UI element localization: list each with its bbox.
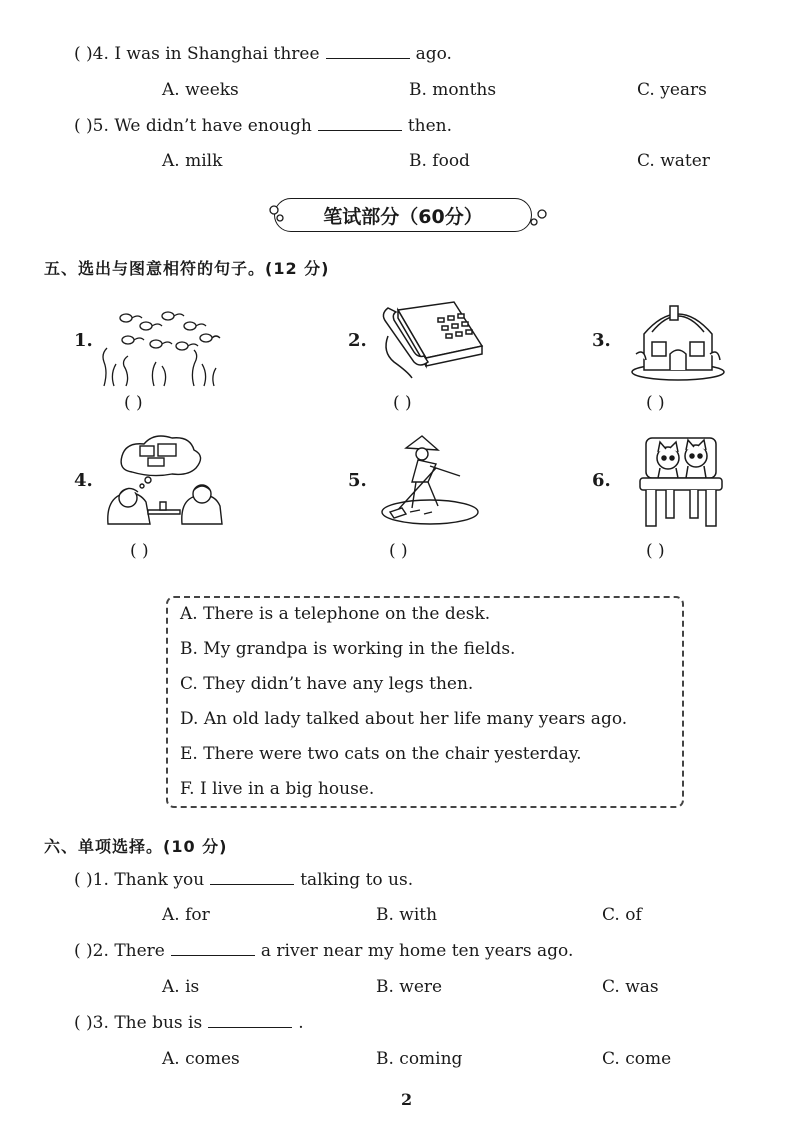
picture-number-2: 2.	[348, 330, 367, 351]
choice-question-2	[74, 940, 573, 962]
old-lady-talking-icon	[102, 432, 226, 528]
picture-6-answer[interactable]: ( )	[646, 541, 665, 561]
q5-option-a[interactable]: A. milk	[162, 151, 223, 171]
banner-circles-icon	[262, 202, 552, 234]
sentence-option-d: D. An old lady talked about her life many years ago.	[180, 709, 628, 729]
answer-blank[interactable]	[318, 116, 402, 131]
q5-option-c[interactable]: C. water	[637, 151, 710, 171]
house-icon	[630, 296, 726, 382]
picture-number-5: 5.	[348, 470, 367, 491]
cats-on-chair-icon	[636, 432, 726, 528]
picture-4-answer[interactable]: ( )	[130, 541, 149, 561]
question-text-after: talking to us.	[300, 870, 414, 890]
question-text-after: ago.	[415, 44, 452, 64]
sentence-option-e: E. There were two cats on the chair yesterday.	[180, 744, 582, 764]
choice-1-option-b[interactable]: B. with	[376, 905, 438, 925]
picture-5-answer[interactable]: ( )	[389, 541, 408, 561]
answer-blank[interactable]	[210, 870, 294, 885]
answer-blank[interactable]	[208, 1013, 292, 1028]
sentence-option-f: F. I live in a big house.	[180, 779, 375, 799]
picture-number-4: 4.	[74, 470, 93, 491]
picture-number-3: 3.	[592, 330, 611, 351]
sentence-option-b: B. My grandpa is working in the fields.	[180, 639, 516, 659]
choice-3-option-b[interactable]: B. coming	[376, 1049, 463, 1069]
question-5-line	[74, 115, 452, 137]
question-text-after: .	[298, 1013, 304, 1033]
question-text: I was in Shanghai three	[114, 44, 320, 64]
choice-2-option-a[interactable]: A. is	[162, 977, 200, 997]
telephone-icon	[378, 296, 486, 382]
question-text-after: a river near my home ten years ago.	[260, 941, 574, 961]
answer-blank[interactable]	[326, 44, 410, 59]
banner-title: 笔试部分（60分）	[323, 205, 483, 228]
question-number: 5.	[92, 116, 109, 136]
section-6-title: 六、单项选择。(10 分)	[44, 837, 228, 856]
picture-2-answer[interactable]: ( )	[393, 393, 412, 413]
q4-option-a[interactable]: A. weeks	[162, 80, 239, 100]
answer-paren[interactable]: ( )	[74, 941, 93, 961]
choice-question-3	[74, 1012, 304, 1034]
question-number: 3.	[92, 1013, 109, 1033]
tadpoles-icon	[98, 296, 222, 388]
choice-3-option-a[interactable]: A. comes	[162, 1049, 240, 1069]
choice-2-option-c[interactable]: C. was	[602, 977, 659, 997]
question-text-after: then.	[407, 116, 453, 136]
question-text: There	[114, 941, 165, 961]
question-number: 4.	[92, 44, 109, 64]
choice-3-option-c[interactable]: C. come	[602, 1049, 672, 1069]
choice-1-option-c[interactable]: C. of	[602, 905, 642, 925]
picture-number-6: 6.	[592, 470, 611, 491]
choice-2-option-b[interactable]: B. were	[376, 977, 443, 997]
farmer-working-icon	[376, 432, 484, 528]
picture-3-answer[interactable]: ( )	[646, 393, 665, 413]
question-4-line	[74, 43, 452, 65]
picture-1-answer[interactable]: ( )	[124, 393, 143, 413]
answer-blank[interactable]	[171, 941, 255, 956]
question-text: The bus is	[114, 1013, 203, 1033]
sentence-option-c: C. They didn’t have any legs then.	[180, 674, 474, 694]
question-number: 2.	[92, 941, 109, 961]
sentence-option-a: A. There is a telephone on the desk.	[180, 604, 491, 624]
q5-option-b[interactable]: B. food	[409, 151, 470, 171]
answer-paren[interactable]: ( )	[74, 870, 93, 890]
choice-1-option-a[interactable]: A. for	[162, 905, 210, 925]
section-5-title: 五、选出与图意相符的句子。(12 分)	[44, 259, 330, 278]
question-number: 1.	[92, 870, 109, 890]
q4-option-c[interactable]: C. years	[637, 80, 707, 100]
question-text: Thank you	[114, 870, 205, 890]
answer-paren[interactable]: ( )	[74, 44, 93, 64]
answer-paren[interactable]: ( )	[74, 116, 93, 136]
choice-question-1	[74, 869, 413, 891]
picture-number-1: 1.	[74, 330, 93, 351]
answer-paren[interactable]: ( )	[74, 1013, 93, 1033]
page-number: 2	[401, 1090, 413, 1109]
q4-option-b[interactable]: B. months	[409, 80, 497, 100]
question-text: We didn’t have enough	[114, 116, 312, 136]
sentence-options-box	[166, 596, 684, 808]
